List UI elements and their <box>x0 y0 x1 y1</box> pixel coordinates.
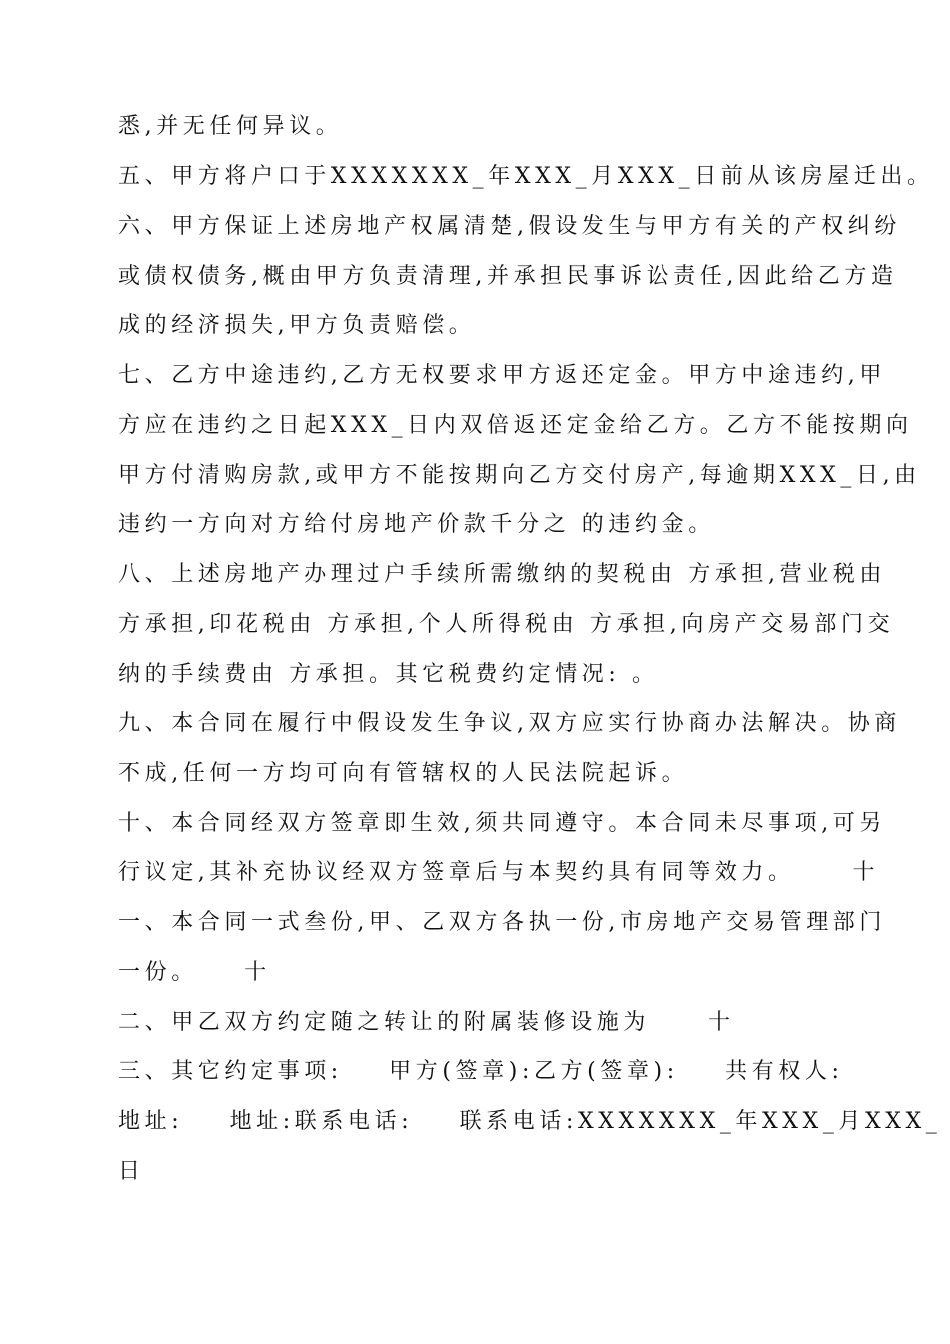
text-line: 不成,任何一方均可向有管辖权的人民法院起诉。 <box>118 761 689 786</box>
text-line: 日 <box>118 1159 145 1184</box>
text-line: 悉,并无任何异议。 <box>118 114 343 139</box>
text-line: 一、本合同一式叁份,甲、乙双方各执一份,市房地产交易管理部门 <box>118 910 886 935</box>
text-line: 地址: 地址:联系电话: 联系电话:XXXXXXX_年XXX_月XXX_ <box>118 1109 942 1134</box>
text-line: 七、乙方中途违约,乙方无权要求甲方返还定金。甲方中途违约,甲 <box>118 363 886 388</box>
text-line: 甲方付清购房款,或甲方不能按期向乙方交付房产,每逾期XXX_日,由 <box>118 463 921 488</box>
text-line: 二、甲乙双方约定随之转让的附属装修设施为 十 <box>118 1010 735 1035</box>
text-line: 一份。 十 <box>118 960 271 985</box>
text-line: 方承担,印花税由 方承担,个人所得税由 方承担,向房产交易部门交 <box>118 612 895 637</box>
text-line: 十、本合同经双方签章即生效,须共同遵守。本合同未尽事项,可另 <box>118 811 886 836</box>
text-line: 或债权债务,概由甲方负责清理,并承担民事诉讼责任,因此给乙方造 <box>118 264 898 289</box>
text-line: 八、上述房地产办理过户手续所需缴纳的契税由 方承担,营业税由 <box>118 562 886 587</box>
text-line: 五、甲方将户口于XXXXXXX_年XXX_月XXX_日前从该房屋迁出。 <box>118 164 934 189</box>
text-line: 行议定,其补充协议经双方签章后与本契约具有同等效力。 十 <box>118 860 880 885</box>
text-line: 方应在违约之日起XXX_日内双倍返还定金给乙方。乙方不能按期向 <box>118 413 913 438</box>
text-line: 成的经济损失,甲方负责赔偿。 <box>118 313 476 338</box>
text-line: 六、甲方保证上述房地产权属清楚,假设发生与甲方有关的产权纠纷 <box>118 214 901 239</box>
text-line: 纳的手续费由 方承担。其它税费约定情况: 。 <box>118 662 659 687</box>
text-line: 违约一方向对方给付房地产价款千分之 的违约金。 <box>118 512 715 537</box>
text-line: 三、其它约定事项: 甲方(签章):乙方(签章): 共有权人: <box>118 1059 844 1084</box>
text-line: 九、本合同在履行中假设发生争议,双方应实行协商办法解决。协商 <box>118 711 901 736</box>
